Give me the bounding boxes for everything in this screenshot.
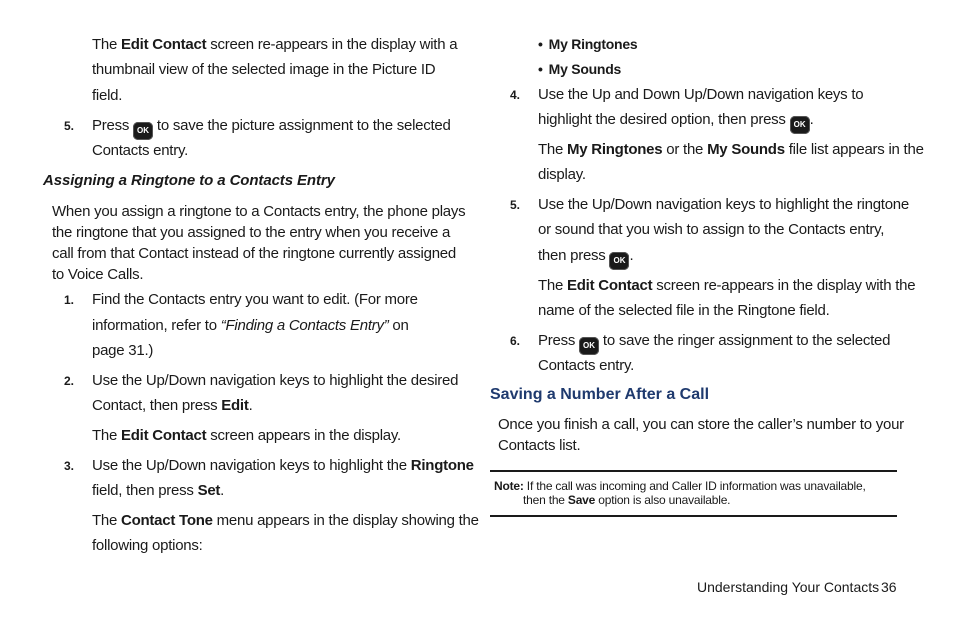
section-para-line-1: Once you finish a call, you can store the caller’s number to your: [498, 416, 904, 433]
intro-line-2: thumbnail view of the selected image in the Picture ID: [92, 61, 436, 78]
step-5-line-1: Press OK to save the picture assignment to the selected: [92, 113, 451, 140]
step-5-right-line-1: Use the Up/Down navigation keys to highlight the ringtone: [538, 196, 909, 213]
step-4-line-1: Use the Up and Down Up/Down navigation keys to: [538, 86, 864, 103]
subheading: Assigning a Ringtone to a Contacts Entry: [43, 172, 335, 189]
step-1-line-2: information, refer to “Finding a Contacts Entry” on: [92, 317, 409, 334]
bullet-icon: •: [538, 61, 543, 77]
step-5-right-result-1: The Edit Contact screen re-appears in the display with the: [538, 277, 916, 294]
step-2-line-2: Contact, then press Edit.: [92, 397, 253, 414]
bullet-item: • My Ringtones: [538, 36, 638, 52]
step-6-line-1: Press OK to save the ringer assignment to the selected: [538, 328, 890, 355]
step-3-line-1: Use the Up/Down navigation keys to highlight the Ringtone: [92, 457, 474, 474]
step-5-right-line-3: then press OK .: [538, 243, 633, 270]
paragraph-line-2: the ringtone that you assigned to the entry when you receive a: [52, 224, 451, 241]
step-3-result-line-1: The Contact Tone menu appears in the display showing the: [92, 512, 479, 529]
step-4-result-line-2: display.: [538, 166, 586, 183]
step-number: 5.: [510, 198, 521, 212]
paragraph-line-3: call from that Contact instead of the ringtone currently assigned: [52, 245, 456, 262]
step-number: 6.: [510, 334, 521, 348]
step-3-result-line-2: following options:: [92, 537, 203, 554]
step-2-line-1: Use the Up/Down navigation keys to highlight the desired: [92, 372, 459, 389]
step-4-result-line-1: The My Ringtones or the My Sounds file list appears in the: [538, 141, 924, 158]
step-number: 2.: [64, 374, 75, 388]
intro-line-1: The Edit Contact screen re-appears in the display with a: [92, 36, 458, 53]
section-heading: Saving a Number After a Call: [490, 386, 710, 403]
step-1-line-1: Find the Contacts entry you want to edit. (For more: [92, 291, 418, 308]
step-6-line-2: Contacts entry.: [538, 357, 635, 374]
bullet-item: • My Sounds: [538, 61, 622, 77]
section-para-line-2: Contacts list.: [498, 437, 581, 454]
note-box: [494, 479, 866, 507]
ok-key-icon: OK: [609, 252, 629, 270]
cross-reference-link[interactable]: “Finding a Contacts Entry”: [220, 317, 389, 334]
note-bottom-divider: [490, 515, 897, 517]
step-number: 4.: [510, 88, 521, 102]
step-number: 3.: [64, 459, 75, 473]
step-5-right-line-2: or sound that you wish to assign to the Contacts entry,: [538, 221, 885, 238]
ok-key-icon: OK: [579, 337, 599, 355]
step-number: 5.: [64, 119, 75, 133]
footer-section-title: Understanding Your Contacts: [697, 579, 880, 595]
note-line-1: Note: If the call was incoming and Caller ID information was unavailable,: [494, 479, 866, 493]
note-top-divider: [490, 470, 897, 472]
step-3-line-2: field, then press Set.: [92, 482, 225, 499]
step-5-right-result-2: name of the selected file in the Ringtone field.: [538, 302, 830, 319]
page-number: 36: [881, 579, 897, 595]
intro-line-3: field.: [92, 87, 123, 104]
note-line-2: then the Save option is also unavailable.: [523, 493, 731, 507]
paragraph-line-4: to Voice Calls.: [52, 266, 144, 283]
step-number: 1.: [64, 293, 75, 307]
bullet-icon: •: [538, 36, 543, 52]
step-4-line-2: highlight the desired option, then press OK .: [538, 107, 814, 134]
paragraph-line-1: When you assign a ringtone to a Contacts entry, the phone plays: [52, 203, 466, 220]
step-5-line-2: Contacts entry.: [92, 142, 189, 159]
ok-key-icon: OK: [790, 116, 810, 134]
step-2-result: The Edit Contact screen appears in the display.: [92, 427, 401, 444]
step-1-line-3: page 31.): [92, 342, 154, 359]
ok-key-icon: OK: [133, 122, 153, 140]
